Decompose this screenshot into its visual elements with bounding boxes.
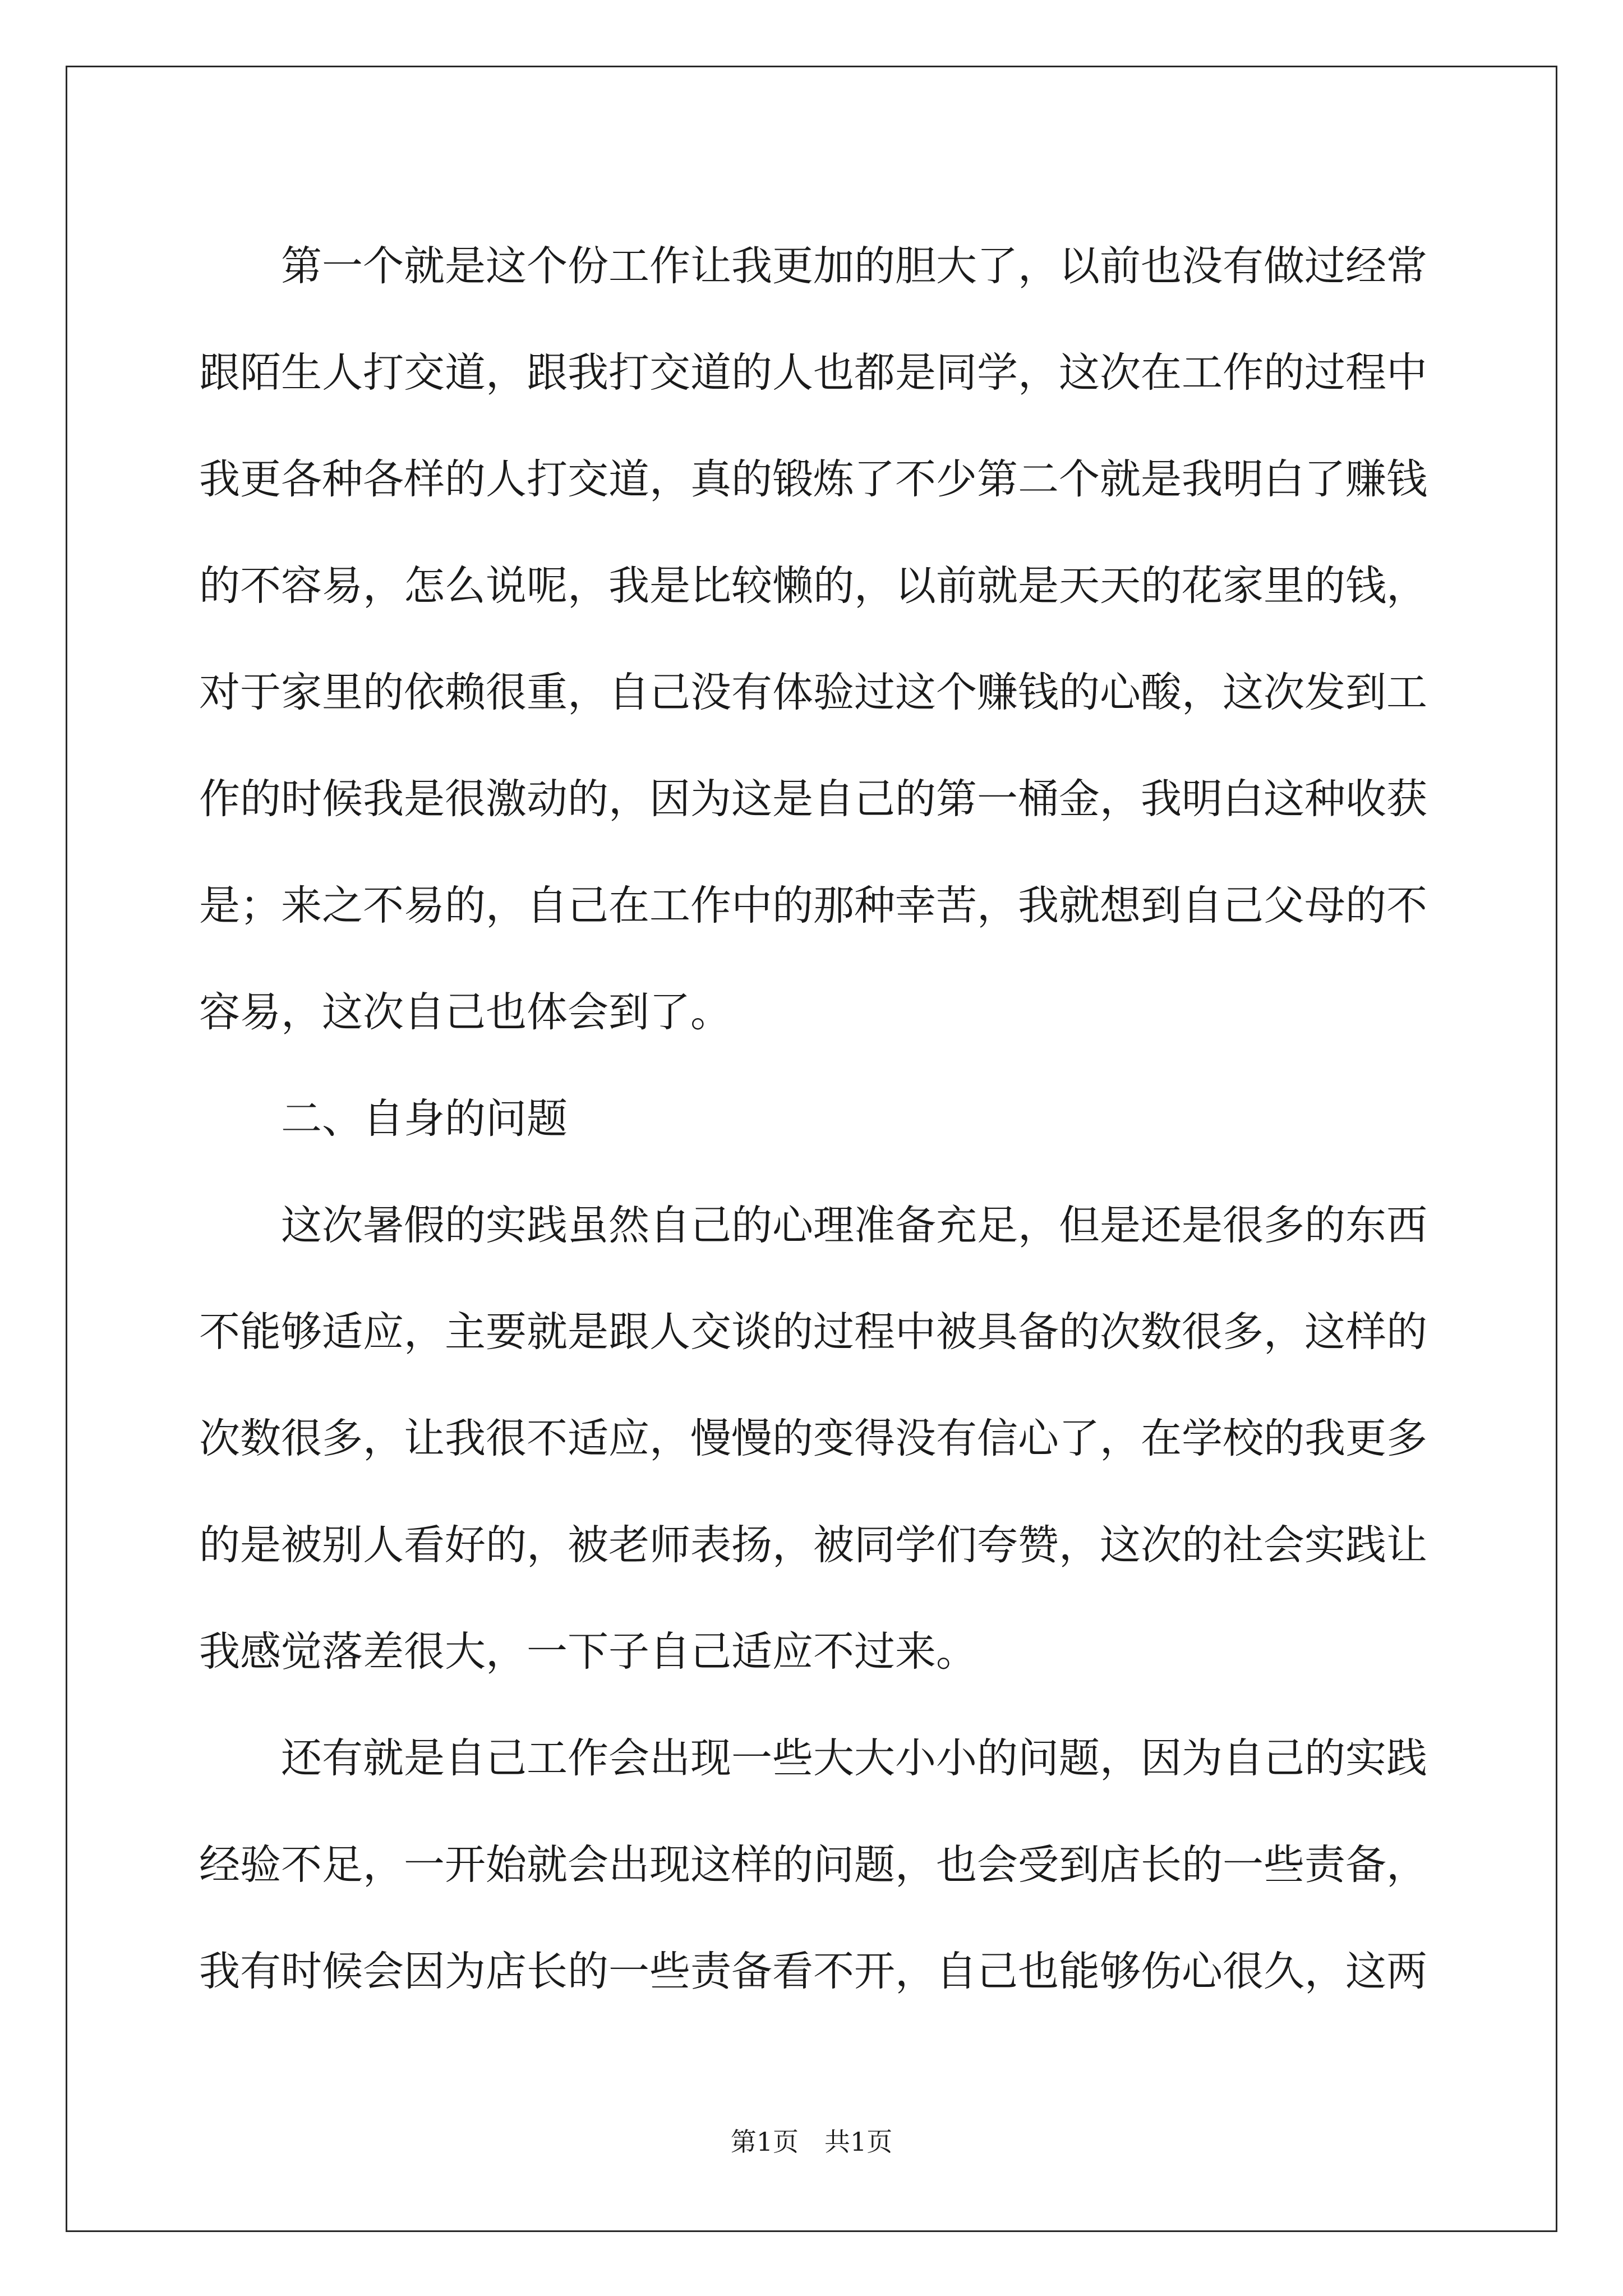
document-body xyxy=(199,213,1427,2025)
paragraph-work-experience: 第一个就是这个份工作让我更加的胆大了，以前也没有做过经常跟陌生人打交道，跟我打交道的人也都是同学，这次在工作的过程中我更各种各样的人打交道，真的锻炼了不少第二个就是我明白了赚钱的不容易，怎么说呢，我是比较懒的，以前就是天天的花家里的钱，对于家里的依赖很重，自己没有体验过这个赚钱的心酸，这次发到工作的时候我是很激动的，因为这是自己的第一桶金，我明白这种收获是；来之不易的，自己在工作中的那种幸苦，我就想到自己父母的不容易，这次自己也体会到了。 xyxy=(199,242,1427,1036)
section-heading-self-problems: 二、自身的问题 xyxy=(281,1095,568,1143)
page-total: 共1页 xyxy=(824,2127,893,2157)
page-footer xyxy=(0,2125,1623,2159)
page-number: 第1页 xyxy=(730,2127,799,2157)
paragraph-work-problems: 还有就是自己工作会出现一些大大小小的问题，因为自己的实践经验不足，一开始就会出现这样的问题，也会受到店长的一些责备，我有时候会因为店长的一些责备看不开，自己也能够伤心很久，这两 xyxy=(199,1734,1427,1995)
paragraph-adaptation: 这次暑假的实践虽然自己的心理准备充足，但是还是很多的东西不能够适应，主要就是跟人交谈的过程中被具备的次数很多，这样的次数很多，让我很不适应，慢慢的变得没有信心了，在学校的我更多的是被别人看好的，被老师表扬，被同学们夸赞，这次的社会实践让我感觉落差很大，一下子自己适应不过来。 xyxy=(199,1202,1427,1676)
